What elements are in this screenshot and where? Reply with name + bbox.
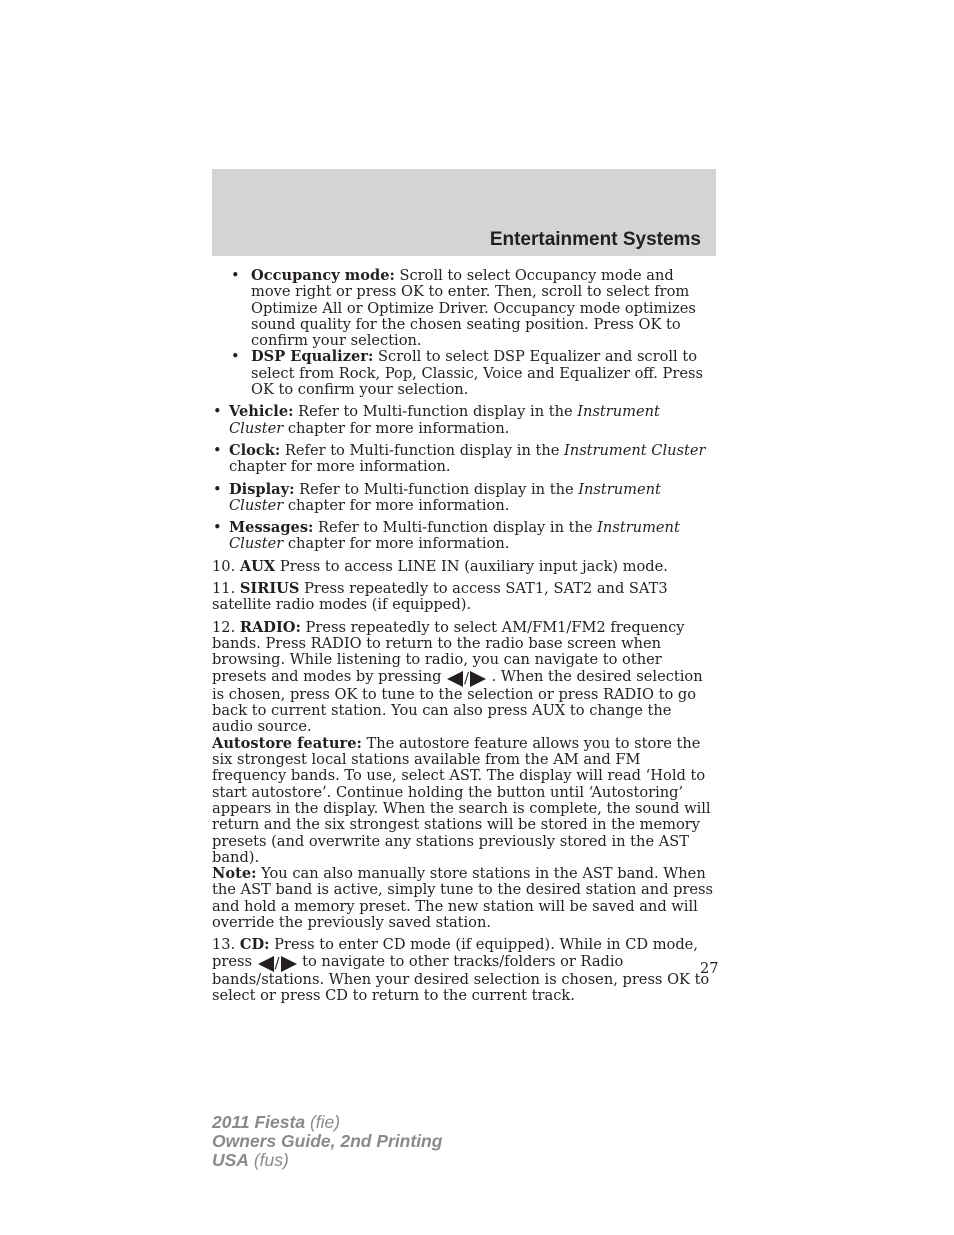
section-header bbox=[212, 169, 716, 256]
item-aux bbox=[212, 559, 716, 575]
body-text: Press to enter CD mode (if equipped). While in CD mode, press bbox=[212, 936, 698, 970]
body-text: chapter for more information. bbox=[283, 419, 510, 437]
item-sirius bbox=[212, 581, 716, 614]
body-text: Press repeatedly to select AM/FM1/FM2 frequency bands. Press RADIO to return to the radio base screen when browsing. While listening to radio, you can navigate to other presets and modes by pressing bbox=[212, 618, 685, 685]
bullet-dot-icon: • bbox=[231, 267, 240, 284]
sub-bullet-occupancy bbox=[212, 268, 716, 349]
model-name: 2011 Fiesta bbox=[212, 1112, 306, 1132]
term: Clock: bbox=[229, 441, 281, 459]
term: SIRIUS bbox=[239, 580, 300, 598]
term: Autostore feature: bbox=[212, 734, 362, 752]
footer-line-model bbox=[212, 1113, 442, 1132]
term: Vehicle: bbox=[229, 403, 294, 421]
body-text: chapter for more information. bbox=[283, 535, 510, 553]
term: Messages: bbox=[229, 519, 314, 537]
seek-arrows bbox=[257, 956, 298, 972]
body-text: chapter for more information. bbox=[229, 458, 451, 476]
body-text: Press repeatedly to access SAT1, SAT2 and SAT3 satellite radio modes (if equipped). bbox=[212, 580, 668, 614]
item-number: 10. bbox=[212, 557, 240, 575]
item-number: 12. bbox=[212, 618, 240, 636]
item-cd bbox=[212, 937, 716, 1004]
body-text: You can also manually store stations in the AST band. When the AST band is active, simply tune to the desired station and press and hold a memory preset. The new station will be saved and will override the previously saved station. bbox=[212, 865, 714, 931]
body-text: Scroll to select DSP Equalizer and scroll to select from Rock, Pop, Classic, Voice and Equalizer off. Press OK to confirm your selection. bbox=[251, 348, 703, 399]
term: Display: bbox=[229, 480, 295, 498]
bullet-dot-icon: • bbox=[213, 519, 222, 537]
chapter-reference: Instrument Cluster bbox=[229, 403, 660, 437]
bullet-vehicle bbox=[212, 404, 716, 437]
guide-name: Owners Guide, 2nd Printing bbox=[212, 1131, 443, 1151]
term: CD: bbox=[239, 936, 270, 954]
bullet-dot-icon: • bbox=[213, 441, 222, 459]
model-code: (fie) bbox=[305, 1112, 341, 1132]
document-footer bbox=[212, 1113, 442, 1170]
chapter-reference: Instrument Cluster bbox=[229, 519, 680, 553]
left-arrow-icon bbox=[257, 956, 275, 972]
item-number: 11. bbox=[212, 580, 240, 598]
term: Occupancy mode: bbox=[251, 267, 395, 284]
autostore-paragraph bbox=[212, 736, 716, 866]
arrow-separator: / bbox=[274, 954, 280, 972]
bullet-messages bbox=[212, 520, 716, 553]
left-arrow-icon bbox=[446, 671, 464, 687]
bullet-display bbox=[212, 482, 716, 515]
right-arrow-icon bbox=[280, 956, 298, 972]
market-name: USA bbox=[212, 1150, 249, 1170]
chapter-reference: Instrument Cluster bbox=[229, 480, 661, 514]
arrow-separator: / bbox=[464, 669, 470, 687]
term: RADIO: bbox=[239, 618, 301, 636]
note-paragraph bbox=[212, 866, 716, 931]
term: AUX bbox=[239, 557, 276, 575]
page-number: 27 bbox=[700, 960, 719, 977]
sub-bullet-dsp bbox=[212, 349, 716, 398]
bullet-dot-icon: • bbox=[213, 480, 222, 498]
body-text: The autostore feature allows you to store the six strongest local stations available from the AM and FM frequency bands. To use, select AST. The display will read ‘Hold to start autostore’. Continue holding the button until ‘Autostoring’ appears in the display. When the search is complete, the sound will return and the six strongest stations will be stored in the memory presets (and overwrite any stations previously stored in the AST band). bbox=[212, 734, 711, 866]
section-title: Entertainment Systems bbox=[489, 229, 701, 250]
term: DSP Equalizer: bbox=[251, 348, 374, 366]
body-text: Scroll to select Occupancy mode and move right or press OK to enter. Then, scroll to select from Optimize All or Optimize Driver. Occupancy mode optimizes sound quality for the chosen seating position. Press OK to confirm your selection. bbox=[251, 267, 696, 350]
seek-arrows bbox=[446, 671, 487, 687]
bullet-dot-icon: • bbox=[213, 403, 222, 421]
body-text: Refer to Multi-function display in the bbox=[313, 519, 598, 537]
body-text: Refer to Multi-function display in the bbox=[293, 403, 578, 421]
market-code: (fus) bbox=[248, 1150, 289, 1170]
body-text: to navigate to other tracks/folders or Radio bands/stations. When your desired selection is chosen, press OK to select or press CD to return to the current track. bbox=[212, 952, 710, 1005]
body-text: . When the desired selection is chosen, press OK to tune to the selection or press RADIO to go back to current station. You can also press AUX to change the audio source. bbox=[212, 667, 703, 736]
footer-line-guide bbox=[212, 1132, 442, 1151]
right-arrow-icon bbox=[469, 671, 487, 687]
bullet-dot-icon: • bbox=[231, 348, 240, 366]
footer-line-market bbox=[212, 1151, 442, 1170]
body-text: Refer to Multi-function display in the bbox=[294, 480, 579, 498]
item-radio bbox=[212, 620, 716, 736]
body-text: Refer to Multi-function display in the bbox=[280, 441, 565, 459]
item-number: 13. bbox=[212, 936, 240, 954]
body-text: Press to access LINE IN (auxiliary input jack) mode. bbox=[275, 557, 668, 575]
page-content bbox=[212, 268, 716, 1004]
body-text: chapter for more information. bbox=[283, 496, 510, 514]
term: Note: bbox=[212, 865, 257, 883]
chapter-reference: Instrument Cluster bbox=[564, 441, 706, 459]
bullet-clock bbox=[212, 443, 716, 476]
